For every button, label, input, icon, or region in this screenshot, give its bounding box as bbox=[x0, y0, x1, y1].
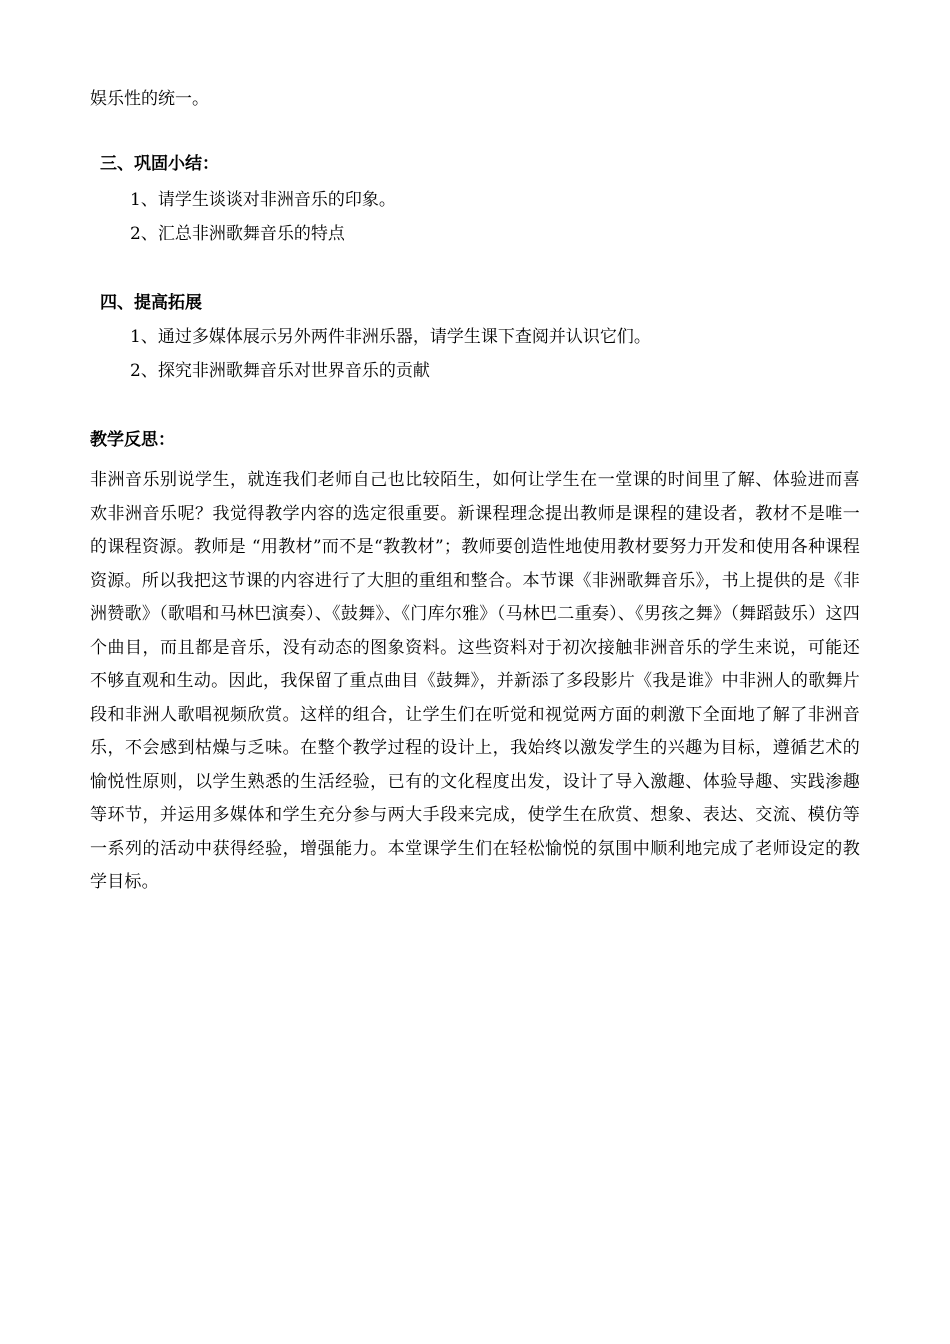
intro-tail-text: 娱乐性的统一。 bbox=[90, 89, 209, 109]
reflection-heading: 教学反思： bbox=[90, 430, 175, 450]
section4-item-2: 2、探究非洲歌舞音乐对世界音乐的贡献 bbox=[130, 361, 430, 381]
reflection-body: 非洲音乐别说学生，就连我们老师自己也比较陌生，如何让学生在一堂课的时间里了解、体验进而喜欢非洲音乐呢？我觉得教学内容的选定很重要。新课程理念提出教师是课程的建设者，教材不是唯一的课程资源。教师是 “用教材”而不是“教教材”；教师要创造性地使用教材要努力开发和使用各种课程资源。所以我把这节课的内容进行了大胆的重组和整合。本节课《非洲歌舞音乐》，书上提供的是《非洲赞歌》（歌唱和马林巴演奏）、《鼓舞》、《门库尔雅》（马林巴二重奏）、《男孩之舞》（舞蹈鼓乐）这四个曲目，而且都是音乐，没有动态的图象资料。这些资料对于初次接触非洲音乐的学生来说，可能还不够直观和生动。因此，我保留了重点曲目《鼓舞》，并新添了多段影片《我是谁》中非洲人的歌舞片段和非洲人歌唱视频欣赏。这样的组合，让学生们在听觉和视觉两方面的刺激下全面地了解了非洲音乐，不会感到枯燥与乏味。在整个教学过程的设计上，我始终以激发学生的兴趣为目标，遵循艺术的愉悦性原则，以学生熟悉的生活经验，已有的文化程度出发，设计了导入激趣、体验导趣、实践渗趣等环节，并运用多媒体和学生充分参与两大手段来完成，使学生在欣赏、想象、表达、交流、模仿等一系列的活动中获得经验，增强能力。本堂课学生们在轻松愉悦的氛围中顺利地完成了老师设定的教学目标。 bbox=[90, 470, 860, 892]
section4-item-1: 1、通过多媒体展示另外两件非洲乐器，请学生课下查阅并认识它们。 bbox=[130, 327, 651, 347]
section3-item-2: 2、汇总非洲歌舞音乐的特点 bbox=[130, 224, 345, 244]
section3-heading: 三、巩固小结： bbox=[100, 154, 219, 174]
section3-item-1: 1、请学生谈谈对非洲音乐的印象。 bbox=[130, 190, 396, 210]
section4-heading: 四、提高拓展 bbox=[100, 293, 202, 313]
